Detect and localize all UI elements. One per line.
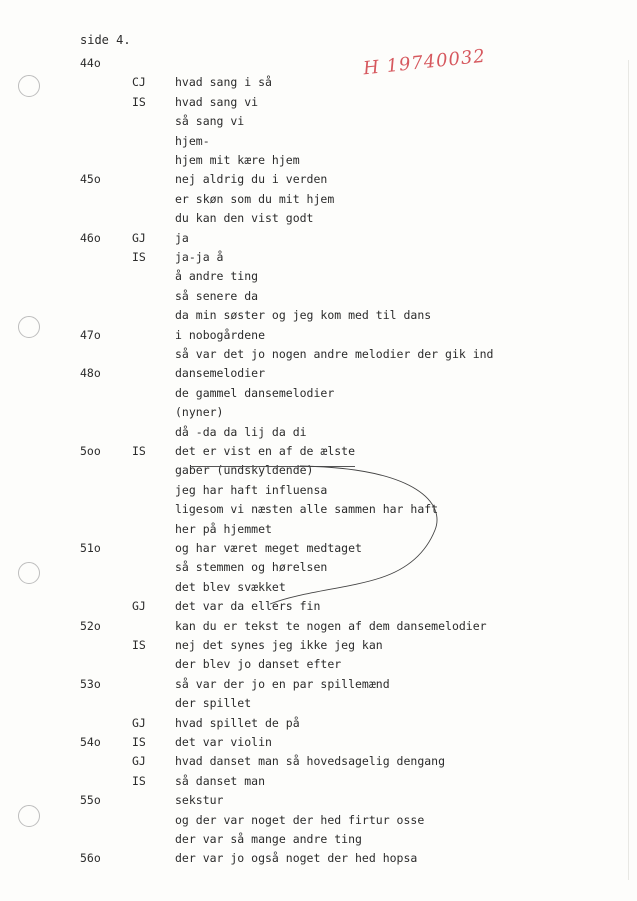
speaker-code: IS (132, 638, 146, 652)
line-number: 46o (80, 230, 101, 245)
line-text: du kan den vist godt (175, 211, 314, 226)
speaker-code: GJ (132, 230, 146, 245)
line-text: der spillet (175, 696, 252, 711)
line-text: ja (175, 230, 189, 245)
line-text: der var jo også noget der hed hopsa (175, 851, 418, 866)
line-text: er skøn som du mit hjem (175, 191, 335, 206)
archive-number-handwritten: H 19740032 (362, 45, 487, 80)
line-text: og har været meget medtaget (175, 541, 362, 555)
speaker-code: GJ (132, 715, 146, 730)
line-text: hvad spillet de på (175, 715, 300, 730)
line-text: de gammel dansemelodier (175, 385, 335, 400)
line-text: dansemelodier (175, 366, 266, 381)
line-text: der blev jo danset efter (175, 657, 342, 672)
speaker-code: IS (132, 735, 146, 749)
speaker-code: GJ (132, 754, 146, 769)
line-number: 5oo (80, 444, 101, 458)
line-number: 52o (80, 618, 101, 633)
line-text: så danset man (175, 773, 266, 788)
line-number: 54o (80, 735, 101, 749)
line-number: 47o (80, 327, 101, 342)
speaker-code: IS (132, 444, 146, 458)
line-number: 56o (80, 851, 101, 866)
speaker-code: IS (132, 94, 146, 109)
line-text: hvad sang vi (175, 94, 259, 109)
line-number: 51o (80, 541, 101, 555)
line-text: jeg har haft influensa (175, 482, 328, 497)
line-text: nej aldrig du i verden (175, 172, 328, 187)
line-text: sekstur (175, 793, 224, 808)
line-number: 45o (80, 172, 101, 187)
line-text: ja-ja å (175, 250, 224, 264)
line-text: og der var noget der hed firtur osse (175, 812, 425, 827)
line-text: her på hjemmet (175, 521, 272, 536)
line-text: å andre ting (175, 269, 259, 284)
speaker-code: CJ (132, 75, 146, 90)
line-text: nej det synes jeg ikke jeg kan (175, 638, 383, 652)
line-text: hjem- (175, 133, 210, 148)
line-text: kan du er tekst te nogen af dem dansemelodier (175, 618, 487, 633)
line-text: det er vist en af de ælste (175, 444, 356, 458)
speaker-code: IS (132, 773, 146, 788)
line-text: så stemmen og hørelsen (175, 560, 328, 575)
speaker-code: GJ (132, 599, 146, 614)
line-number: 53o (80, 676, 101, 691)
line-text: så senere da (175, 288, 259, 303)
line-text: gaber (undskyldende) (175, 463, 314, 478)
line-text: der var så mange andre ting (175, 832, 362, 846)
page-number: side 4. (80, 33, 131, 47)
speaker-code: IS (132, 250, 146, 264)
line-text: hvad danset man så hovedsagelig dengang (175, 754, 446, 769)
line-text: hjem mit kære hjem (175, 153, 300, 167)
line-text: så var det jo nogen andre melodier der gik ind (175, 347, 494, 361)
line-text: det var violin (175, 735, 272, 749)
line-number: 44o (80, 56, 101, 70)
line-text: (nyner) (175, 405, 224, 420)
line-text: så var der jo en par spillemænd (175, 676, 390, 691)
line-text: da min søster og jeg kom med til dans (175, 308, 432, 323)
line-text: det blev svækket (175, 579, 286, 594)
line-text: så sang vi (175, 114, 245, 129)
line-text: det var da ellers fin (175, 599, 321, 614)
line-number: 55o (80, 793, 101, 808)
line-number: 48o (80, 366, 101, 381)
line-text: i nobogårdene (175, 327, 266, 342)
line-text: då -da da lij da di (175, 424, 307, 439)
line-text: ligesom vi næsten alle sammen har haft (175, 502, 439, 517)
line-text: hvad sang i så (175, 75, 272, 90)
